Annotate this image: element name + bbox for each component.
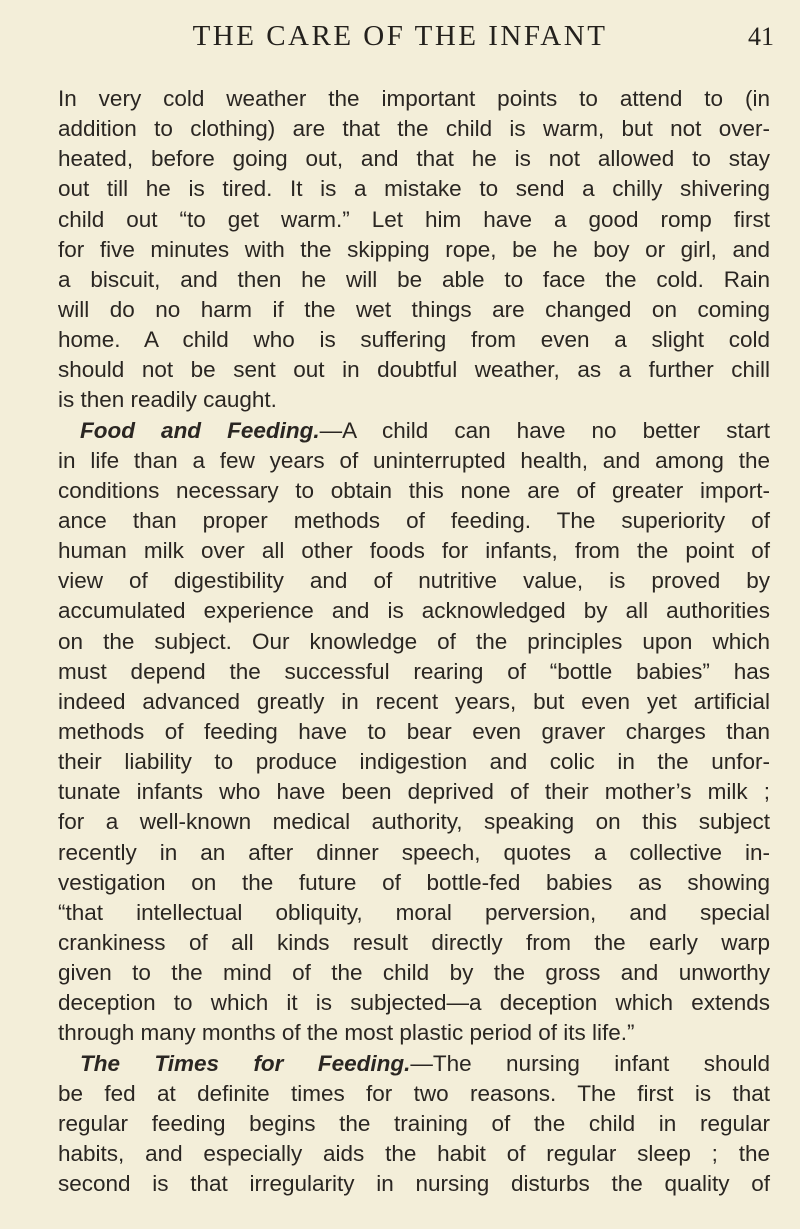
text-line: human milk over all other foods for infants, from the point of <box>58 538 770 564</box>
text-line: their liability to produce indigestion and colic in the unfor- <box>58 749 770 775</box>
text-line: view of digestibility and of nutritive value, is proved by <box>58 568 770 594</box>
text-line: must depend the successful rearing of “bottle babies” has <box>58 658 770 684</box>
paragraph-food-and-feeding <box>58 416 770 1049</box>
text-line: given to the mind of the child by the gross and unworthy <box>58 960 770 986</box>
text-line: methods of feeding have to bear even graver charges than <box>58 718 770 744</box>
text-line: second is that irregularity in nursing disturbs the quality of <box>58 1171 770 1197</box>
heading-line-text: —The nursing infant should <box>410 1050 770 1076</box>
text-line: recently in an after dinner speech, quotes a collective in- <box>58 839 770 865</box>
running-head <box>0 20 800 60</box>
text-line: vestigation on the future of bottle-fed babies as showing <box>58 869 770 895</box>
text-line: will do no harm if the wet things are changed on coming <box>58 296 770 322</box>
text-line: accumulated experience and is acknowledged by all authorities <box>58 598 770 624</box>
text-line: for a well-known medical authority, speaking on this subject <box>58 809 770 835</box>
text-line: ance than proper methods of feeding. The superiority of <box>58 507 770 533</box>
text-line: In very cold weather the important points to attend to (in <box>58 86 770 111</box>
text-line: “that intellectual obliquity, moral perversion, and special <box>58 899 770 925</box>
text-line: out till he is tired. It is a mistake to send a chilly shivering <box>58 176 770 202</box>
text-line: child out “to get warm.” Let him have a good romp first <box>58 206 770 232</box>
text-line: crankiness of all kinds result directly from the early warp <box>58 929 770 955</box>
paragraph-times-for-feeding <box>58 1049 770 1200</box>
section-heading-times-for-feeding: The Times for Feeding. <box>80 1050 411 1076</box>
body-text <box>58 84 770 1199</box>
text-line: for five minutes with the skipping rope, be he boy or girl, and <box>58 236 770 262</box>
text-line: regular feeding begins the training of the child in regular <box>58 1110 770 1136</box>
text-line: on the subject. Our knowledge of the principles upon which <box>58 628 770 654</box>
text-line: in life than a few years of uninterrupted health, and among the <box>58 447 770 473</box>
text-line: through many months of the most plastic period of its life.” <box>58 1020 635 1046</box>
text-line: indeed advanced greatly in recent years, but even yet artificial <box>58 688 770 714</box>
text-line: deception to which it is subjected—a deception which extends <box>58 990 770 1016</box>
text-line: home. A child who is suffering from even a slight cold <box>58 327 770 353</box>
text-line: should not be sent out in doubtful weather, as a further chill <box>58 357 770 383</box>
heading-line-text: —A child can have no better start <box>319 417 771 443</box>
text-line: addition to clothing) are that the child is warm, but not over- <box>58 116 770 142</box>
text-line: be fed at definite times for two reasons. The first is that <box>58 1080 770 1106</box>
running-head-title: THE CARE OF THE INFANT <box>192 20 608 52</box>
paragraph-cold-weather <box>58 84 770 416</box>
text-line: tunate infants who have been deprived of their mother’s milk ; <box>58 779 770 805</box>
section-heading-food-and-feeding: Food and Feeding. <box>80 417 320 443</box>
text-line: heated, before going out, and that he is not allowed to stay <box>58 146 770 172</box>
section-first-line <box>58 1049 770 1079</box>
text-line: is then readily caught. <box>58 387 277 413</box>
text-line: conditions necessary to obtain this none are of greater import- <box>58 477 770 503</box>
section-first-line <box>58 416 770 446</box>
page-number: 41 <box>748 22 774 51</box>
text-line: a biscuit, and then he will be able to face the cold. Rain <box>58 266 770 292</box>
text-line: habits, and especially aids the habit of regular sleep ; the <box>58 1140 770 1166</box>
